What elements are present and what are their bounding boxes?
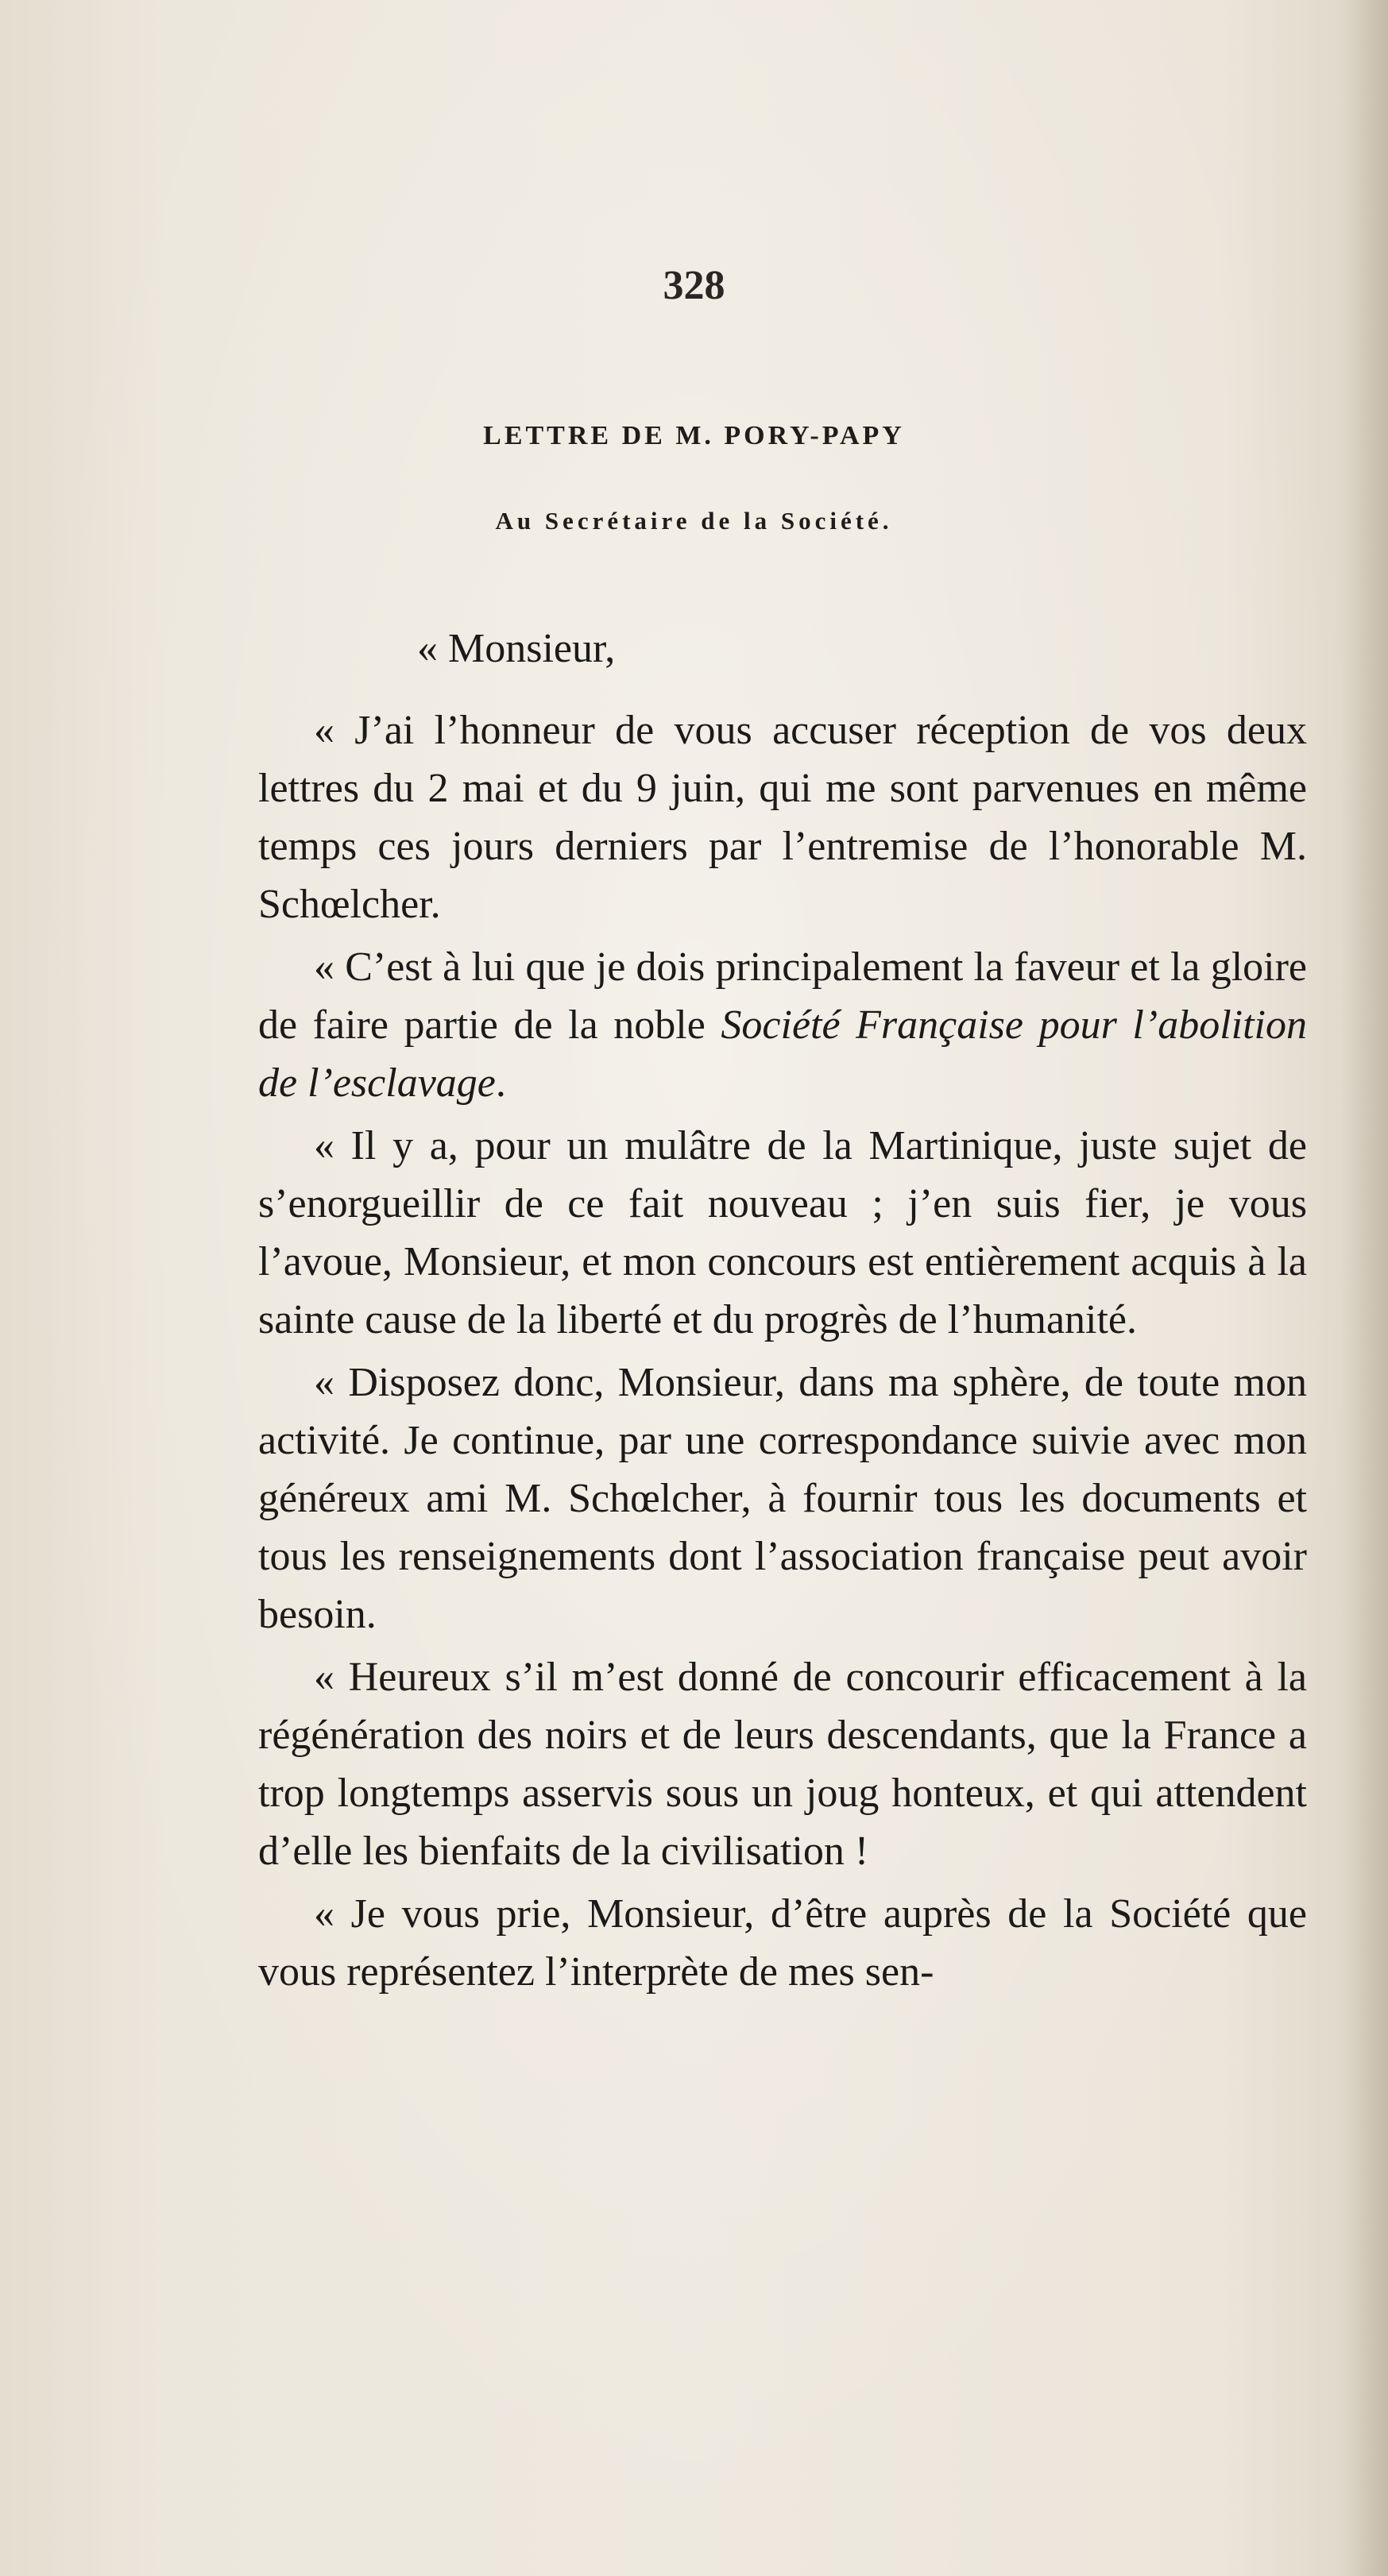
salutation: « Monsieur, [417,626,616,671]
paragraph-1: « J’ai l’honneur de vous accuser réception de vos deux lettres du 2 mai et du 9 juin, qui me sont parvenues en même temps ces jours derniers par l’entremise de l’honorable M. Schœlcher. [258,708,1307,927]
paragraph-5: « Heureux s’il m’est donné de concourir efficacement à la régénération des noirs et de leurs descendants, que la France a trop longtemps asservis sous un joug honteux, et qui attendent d’elle les bienfaits de la civilisation ! [258,1655,1307,1874]
letter-title: LETTRE DE M. PORY-PAPY [483,421,905,450]
society-name: Société Française pour l’abolition de l’esclavage [258,1002,1307,1106]
page-edge-shadow [1340,0,1388,2576]
letter-body [258,620,1307,2001]
paragraph-6: « Je vous prie, Monsieur, d’être auprès de la Société que vous représentez l’interprète de mes sen- [258,1891,1307,1995]
page-number: 328 [663,263,725,308]
paragraph-3: « Il y a, pour un mulâtre de la Martinique, juste sujet de s’enorgueillir de ce fait nouveau ; j’en suis fier, je vous l’avoue, Monsieur, et mon concours est entièrement acquis à la sainte cause de la liberté et du progrès de l’humanité. [258,1123,1307,1342]
letter-subtitle: Au Secrétaire de la Société. [495,507,893,535]
paragraph-2-after: . [495,1060,506,1106]
paragraph-2-before: « C’est à lui que je dois principalement la faveur et la gloire de faire partie de la noble [258,944,1307,1048]
paragraph-4: « Disposez donc, Monsieur, dans ma sphère, de toute mon activité. Je continue, par une correspondance suivie avec mon généreux ami M. Schœlcher, à fournir tous les documents et tous les renseignements dont l’association française peut avoir besoin. [258,1360,1307,1637]
paragraph-2 [258,938,1307,1112]
